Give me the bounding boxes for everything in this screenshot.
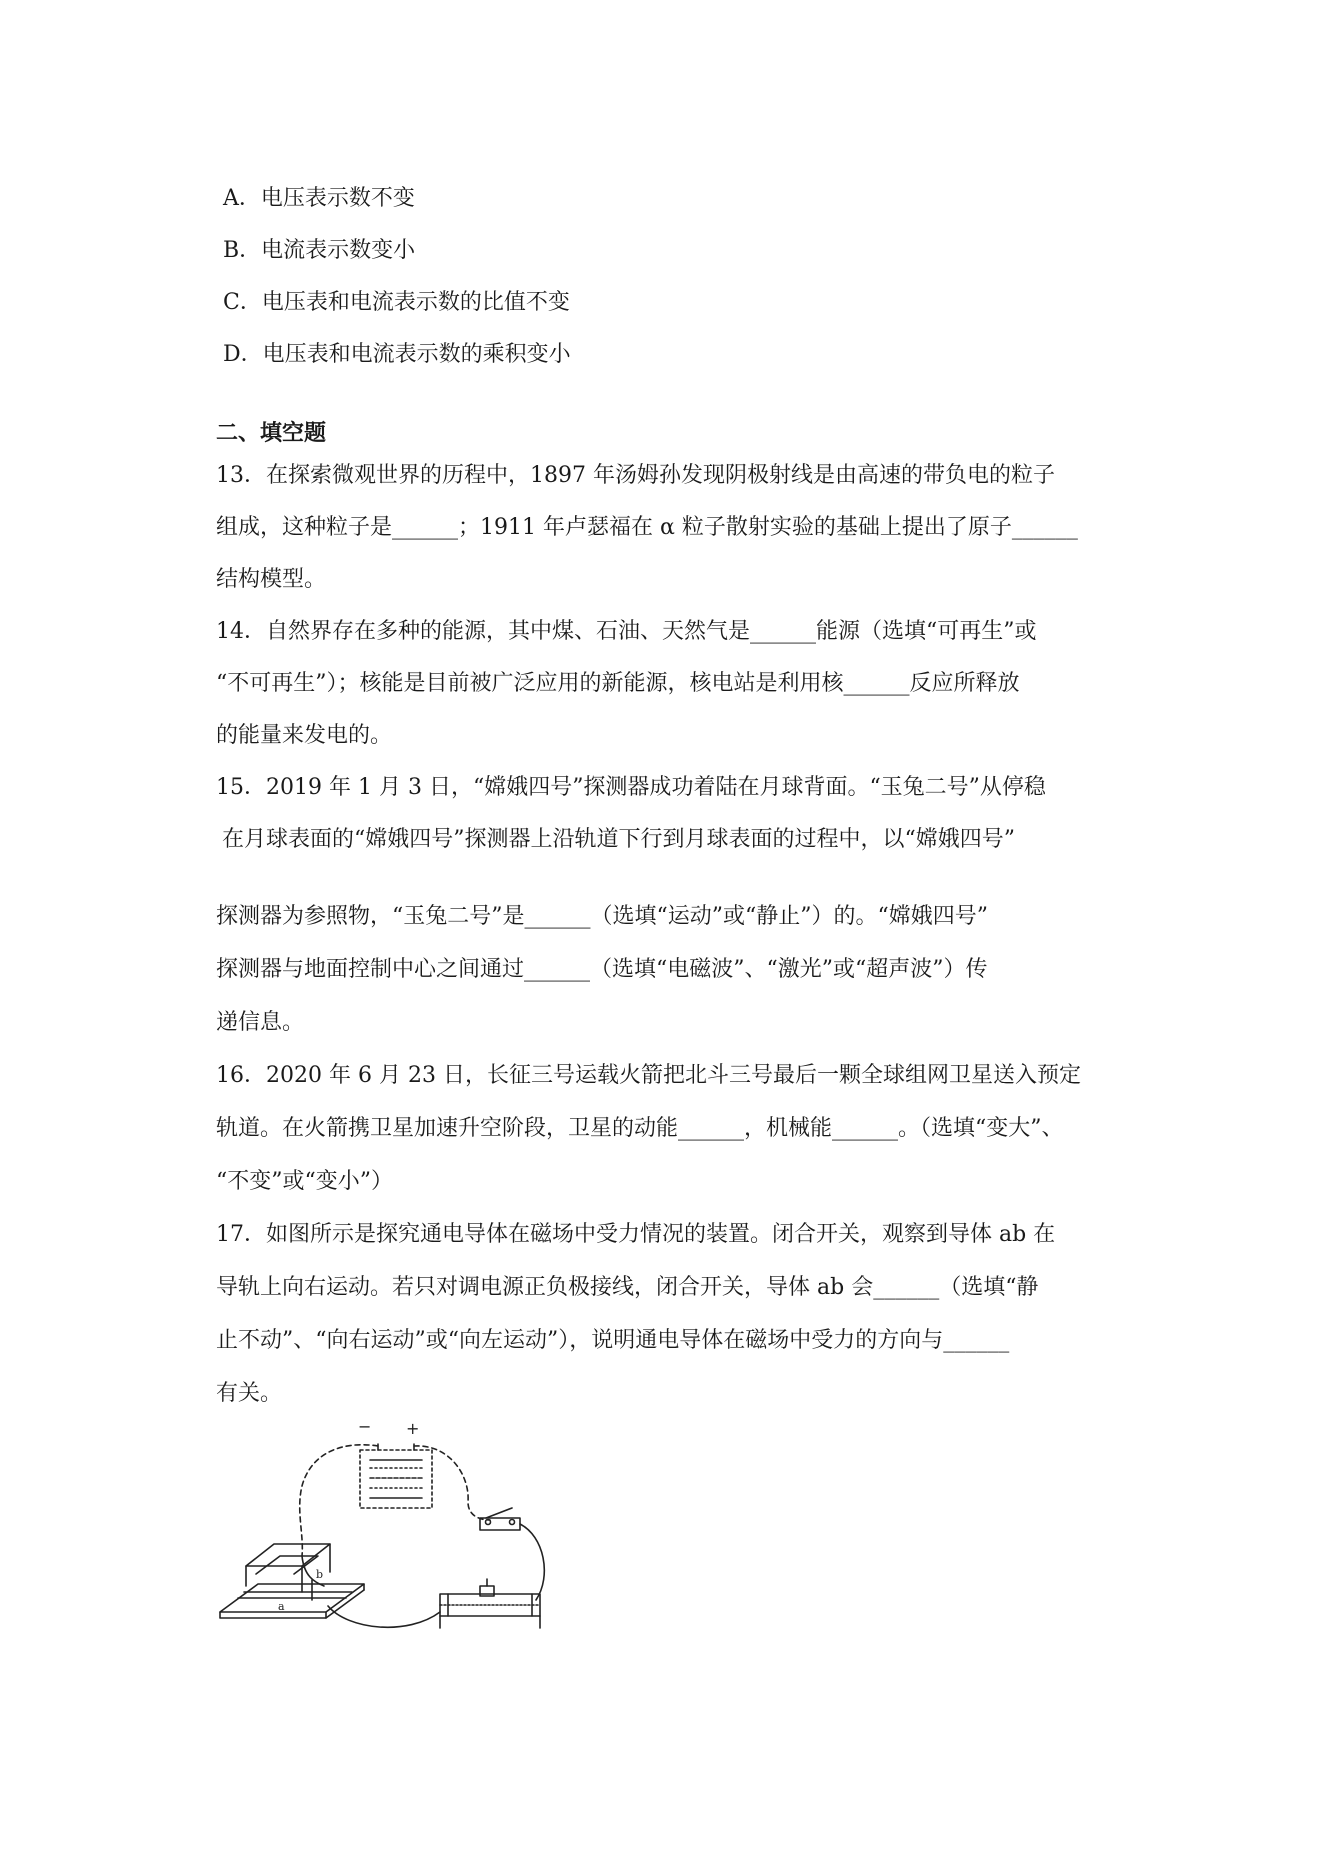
label-a: a: [278, 1600, 285, 1613]
rheostat: [440, 1579, 540, 1628]
document-page: A．电压表示数不变 B．电流表示数变小 C．电压表和电流表示数的比值不变 D．电压表和电流表示数的乘积变小 二、填空题 13．在探索微观世界的历程中，1897 年汤姆孙发现阴极射线是由高速的带负电的粒子 组成，这种粒子是______；1911 年卢瑟福在 α 粒子散射实验的基础上提出了原子______ 结构模型。 14．自然界存在多种的能源，其中煤、石油、天然气是______能源（选填“可再生”或 “不可再生”）；核能是目前被广泛应用的新能源，核电站是利用核______反应所释放 的能量来发电的。 15．2019 年 1 月 3 日，“嫦娥四号”探测器成功着陆在月球背面。“玉兔二号”从停稳 在月球表面的“嫦娥四号”探测器上沿轨道下行到月球表面的过程中，以“嫦娥四号” 探测器为参照物，“玉兔二号”是______（选填“运动”或“静止”）的。“嫦娥四号” 探测器与地面控制中心之间通过______（选填“电磁波”、“激光”或“超声波”）传 递信息。 16．2020 年 6 月 23 日，长征三号运载火箭把北斗三号最后一颗全球组网卫星送入预定 轨道。在火箭携卫星加速升空阶段，卫星的动能______，机械能______。（选填“变大”、 “不变”或“变小”） 17．如图所示是探究通电导体在磁场中受力情况的装置。闭合开关，观察到导体 ab 在 导轨上向右运动。若只对调电源正负极接线，闭合开关，导体 ab 会______（选填“静 止不动”、“向右运动”或“向左运动”），说明通电导体在磁场中受力的方向与______ 有关。 − + b a: [0, 0, 1323, 1871]
wire-switch-rheostat: [520, 1524, 544, 1600]
apparatus-figure: [218, 1416, 560, 1650]
wire-rheostat-rail: [328, 1606, 440, 1627]
label-b: b: [316, 1568, 324, 1581]
wire-left: [300, 1445, 378, 1556]
minus-label: −: [358, 1417, 372, 1436]
apparatus-drawing: [218, 1416, 560, 1650]
wire-right: [414, 1446, 490, 1520]
plus-label: +: [406, 1419, 420, 1438]
magnet-assembly: [220, 1544, 364, 1618]
battery: [360, 1444, 432, 1508]
switch: [480, 1508, 520, 1530]
